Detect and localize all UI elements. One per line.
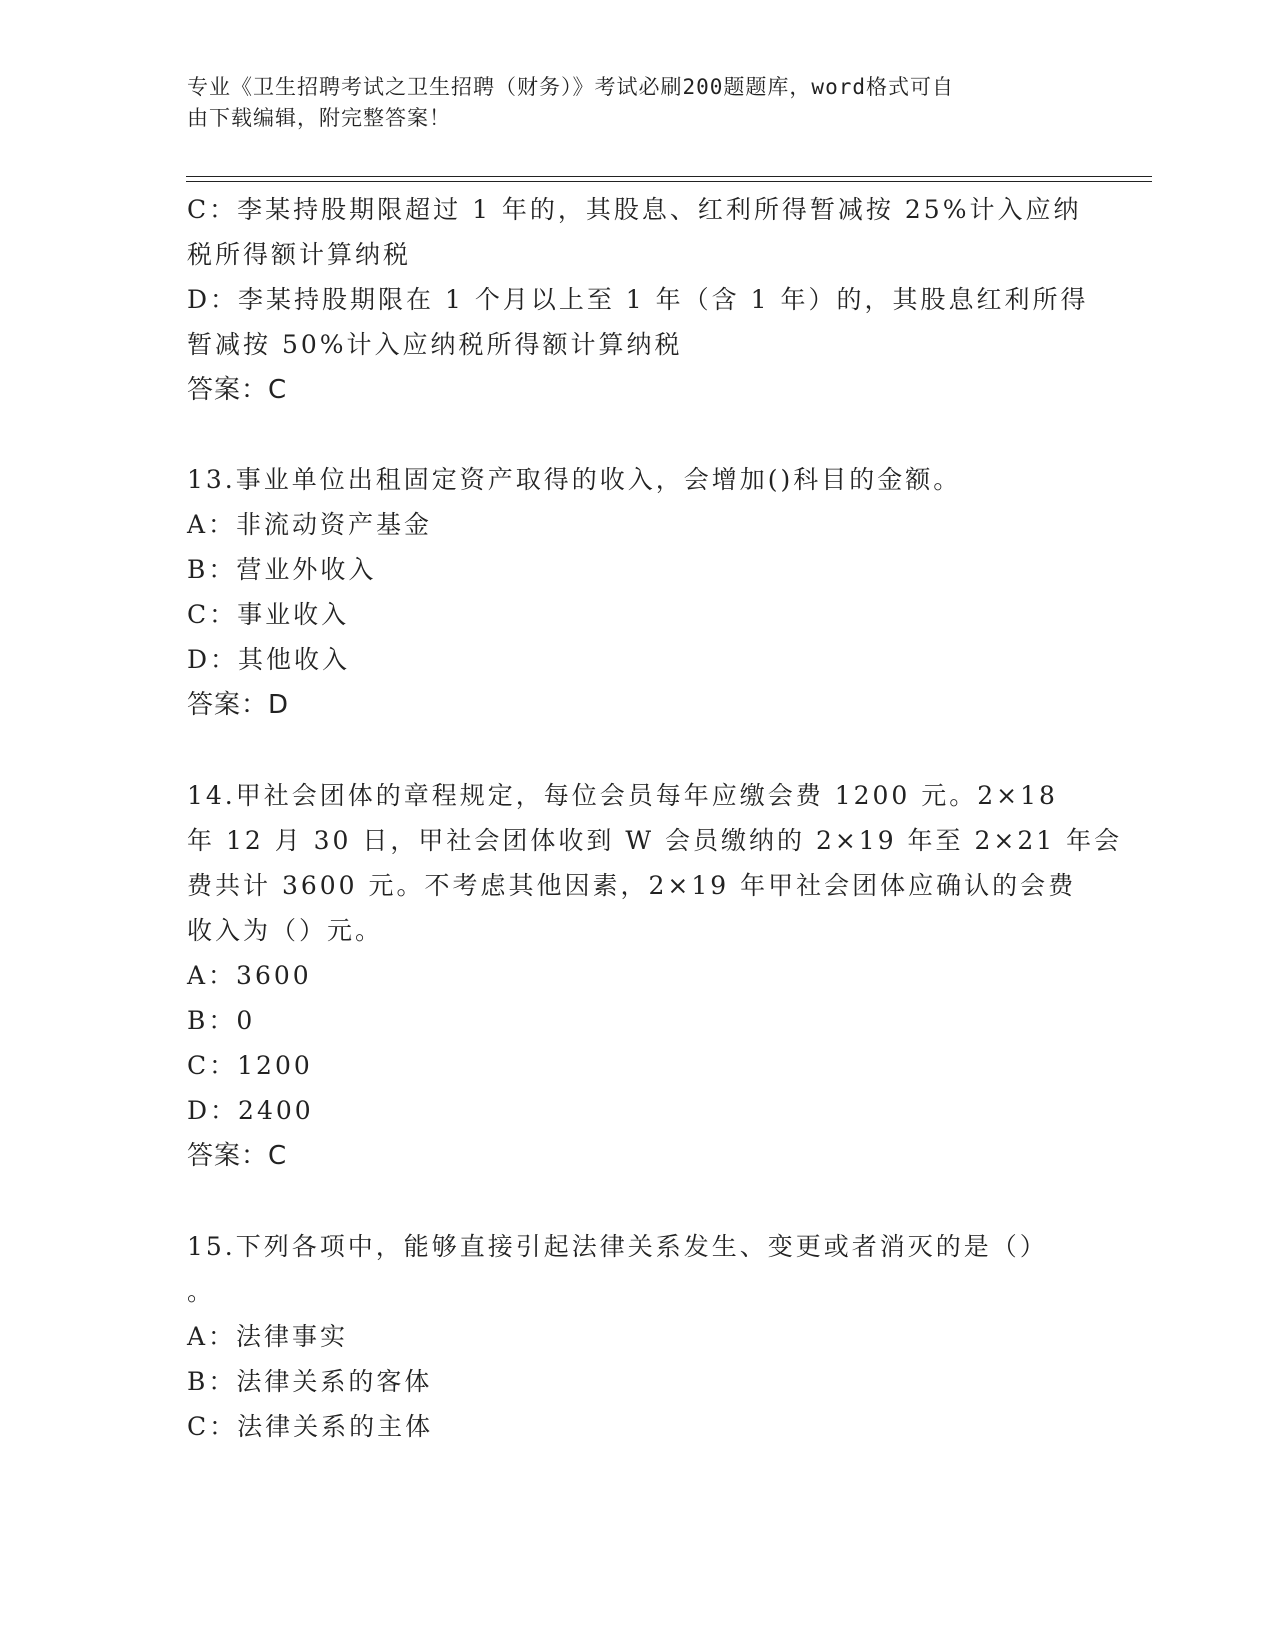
header-divider-top [186,176,1152,177]
q12-option-d-line-1: D：李某持股期限在 1 个月以上至 1 年（含 1 年）的，其股息红利所得 [187,285,1089,314]
q14-stem-line-1: 14.甲社会团体的章程规定，每位会员每年应缴会费 1200 元。2×18 [187,781,1058,810]
q15-stem-line-2: 。 [187,1277,216,1306]
header-line-2: 由下载编辑，附完整答案！ [187,106,451,130]
document-header [187,72,1067,134]
q13-answer: 答案：D [187,690,290,720]
q14-answer: 答案：C [187,1141,288,1171]
q14-stem-line-4: 收入为（）元。 [187,916,384,945]
header-divider-bottom [186,181,1152,182]
q12-option-c-line-1: C：李某持股期限超过 1 年的，其股息、红利所得暂减按 25%计入应纳 [187,195,1082,224]
q13-stem: 13.事业单位出租固定资产取得的收入，会增加()科目的金额。 [187,465,962,494]
header-line-1: 专业《卫生招聘考试之卫生招聘（财务）》考试必刷200题题库，word格式可自 [187,75,954,99]
q15-option-c: C：法律关系的主体 [187,1412,434,1441]
q12-answer: 答案：C [187,375,288,405]
q14-option-c: C：1200 [187,1051,313,1080]
q15-option-a: A：法律事实 [187,1322,349,1351]
q13-option-d: D：其他收入 [187,645,351,674]
q15-option-b: B：法律关系的客体 [187,1367,433,1396]
q14-stem-line-2: 年 12 月 30 日，甲社会团体收到 W 会员缴纳的 2×19 年至 2×21 年会 [187,826,1123,855]
q13-option-a: A：非流动资产基金 [187,510,433,539]
q12-option-d-line-2: 暂减按 50%计入应纳税所得额计算纳税 [187,330,683,359]
q15-stem-line-1: 15.下列各项中，能够直接引起法律关系发生、变更或者消灭的是（） [187,1232,1048,1261]
q13-option-c: C：事业收入 [187,600,350,629]
q13-option-b: B：营业外收入 [187,555,377,584]
q14-stem-line-3: 费共计 3600 元。不考虑其他因素，2×19 年甲社会团体应确认的会费 [187,871,1077,900]
q12-option-c-line-2: 税所得额计算纳税 [187,240,412,269]
q14-option-a: A：3600 [187,961,312,990]
q14-option-d: D：2400 [187,1096,314,1125]
q14-option-b: B：0 [187,1006,256,1035]
